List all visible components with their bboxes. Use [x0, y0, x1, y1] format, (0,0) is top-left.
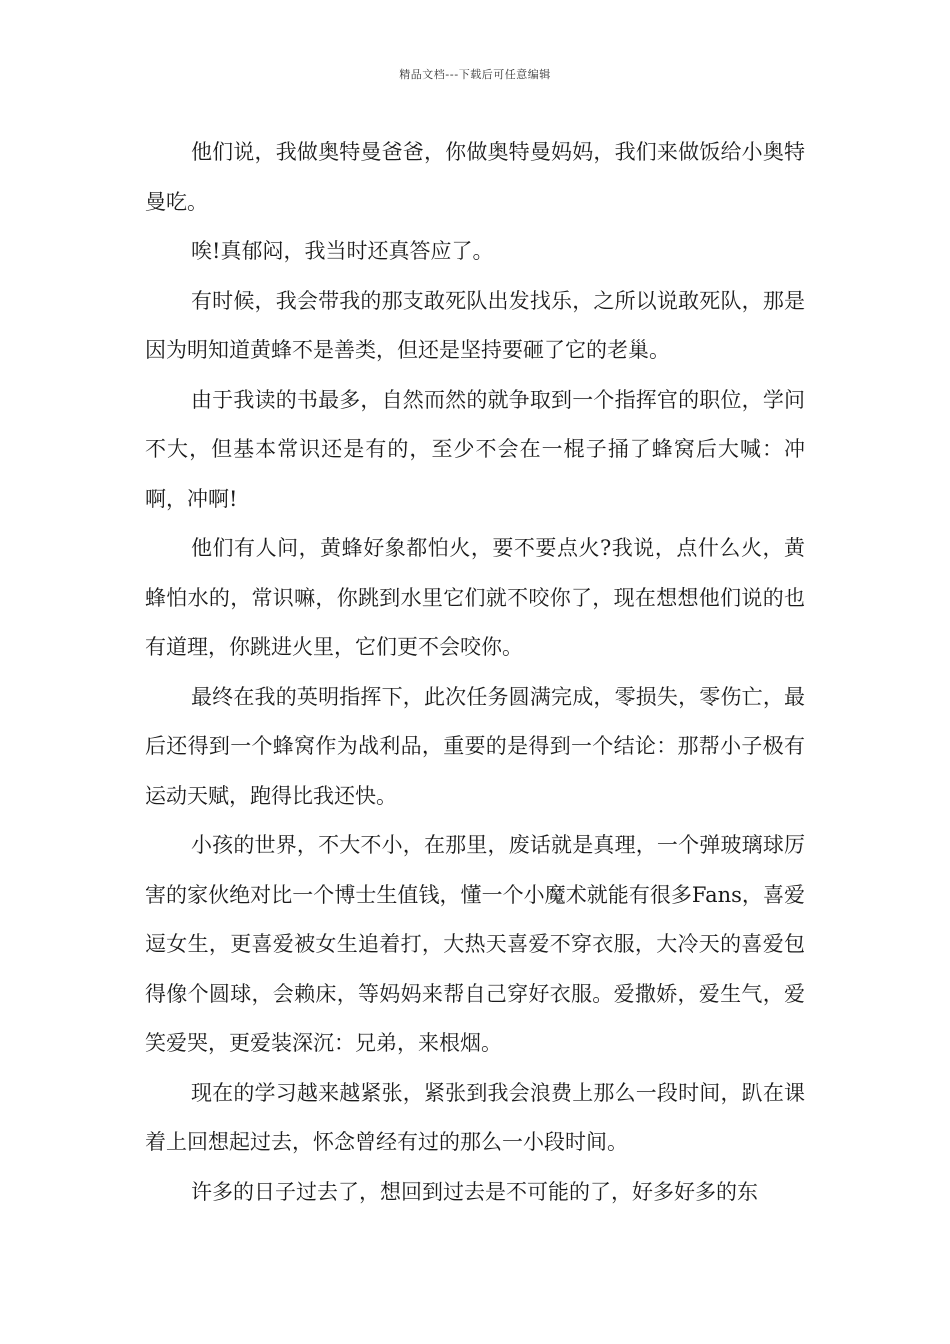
- paragraph-6: 最终在我的英明指挥下，此次任务圆满完成，零损失，零伤亡，最后还得到一个蜂窝作为战利品，重要的是得到一个结论：那帮小子极有运动天赋，跑得比我还快。: [145, 684, 805, 808]
- paragraph-9: 许多的日子过去了，想回到过去是不可能的了，好多好多的东: [191, 1179, 758, 1204]
- paragraph-8: 现在的学习越来越紧张，紧张到我会浪费上那么一段时间，趴在课着上回想起过去，怀念曾经有过的那么一小段时间。: [145, 1080, 805, 1154]
- paragraph-7: 小孩的世界，不大不小，在那里，废话就是真理，一个弹玻璃球厉害的家伙绝对比一个博士生值钱，懂一个小魔术就能有很多Fans，喜爱逗女生，更喜爱被女生追着打，大热天喜爱不穿衣服，大冷天的喜爱包得像个圆球，会赖床，等妈妈来帮自己穿好衣服。爱撒娇，爱生气，爱笑爱哭，更爱装深沉：兄弟，来根烟。: [145, 833, 805, 1055]
- document-body: [145, 128, 805, 1217]
- paragraph-1: 他们说，我做奥特曼爸爸，你做奥特曼妈妈，我们来做饭给小奥特曼吃。: [145, 140, 805, 214]
- paragraph-2: 唉!真郁闷，我当时还真答应了。: [191, 239, 494, 263]
- paragraph-3: 有时候，我会带我的那支敢死队出发找乐，之所以说敢死队，那是因为明知道黄蜂不是善类，但还是坚持要砸了它的老巢。: [145, 288, 805, 362]
- page-header: 精品文档---下载后可任意编辑: [399, 68, 551, 81]
- paragraph-5: 他们有人问，黄蜂好象都怕火，要不要点火?我说，点什么火，黄蜂怕水的，常识嘛，你跳到水里它们就不咬你了，现在想想他们说的也有道理，你跳进火里，它们更不会咬你。: [145, 536, 805, 659]
- paragraph-4: 由于我读的书最多，自然而然的就争取到一个指挥官的职位，学问不大，但基本常识还是有的，至少不会在一棍子捅了蜂窝后大喊：冲啊，冲啊!: [145, 387, 805, 511]
